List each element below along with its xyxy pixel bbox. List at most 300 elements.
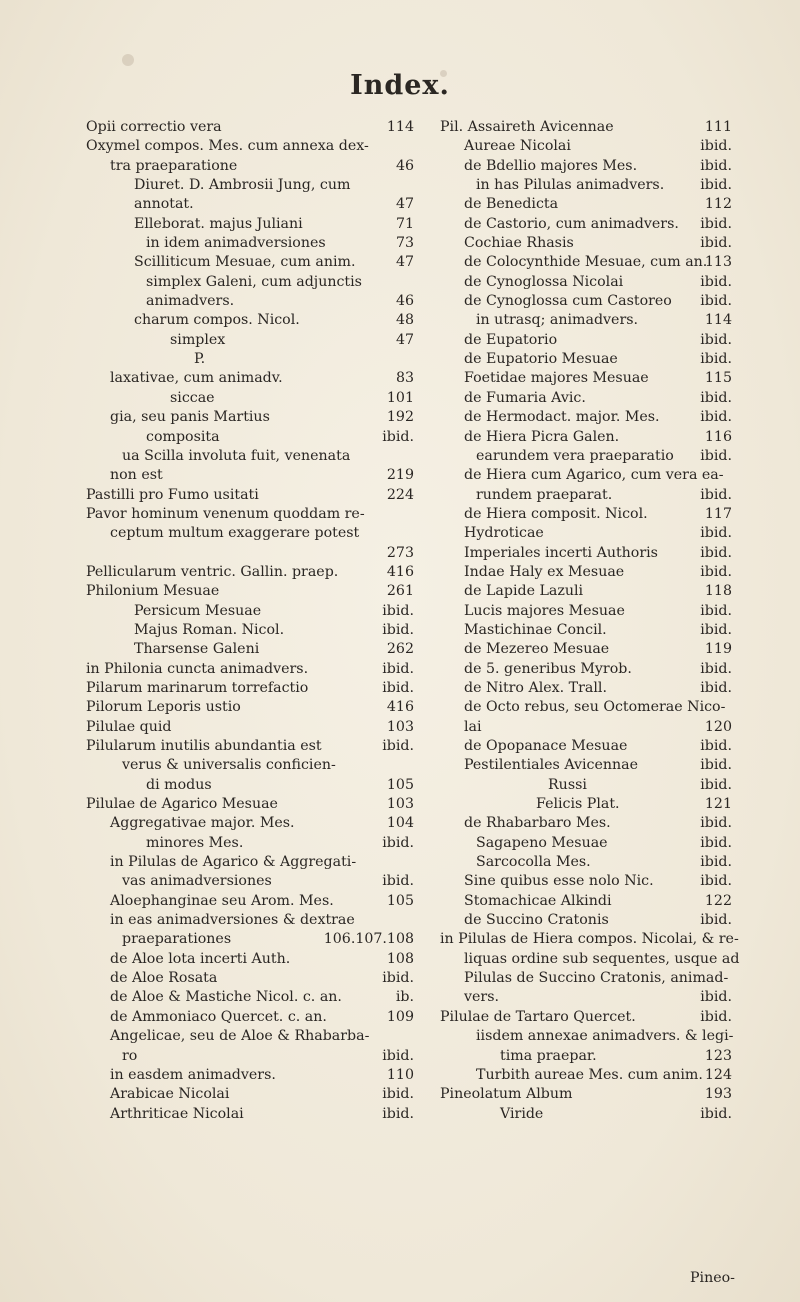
entry-text: Sagapeno Mesuae (476, 834, 608, 851)
entry-text: vers. (464, 989, 499, 1006)
entry-page-ref: 120 (704, 718, 732, 735)
entry-page-ref: 193 (704, 1086, 732, 1103)
entry-text: Elleborat. majus Juliani (134, 215, 303, 232)
index-entry (86, 930, 416, 949)
index-entry (440, 640, 740, 659)
index-entry (440, 969, 740, 988)
entry-page-ref: ibid. (700, 447, 732, 464)
entry-page-ref: ibid. (700, 738, 732, 754)
entry-page-ref: ibid. (382, 1047, 414, 1064)
entry-page-ref: ibid. (700, 660, 732, 677)
index-entry (440, 872, 740, 891)
index-entry (86, 273, 416, 292)
entry-text: de Mezereo Mesuae (464, 641, 610, 658)
entry-text: de Aloe Rosata (110, 970, 218, 987)
entry-text: de Nitro Alex. Trall. (464, 679, 607, 696)
entry-page-ref: 101 (386, 389, 414, 406)
entry-text: de Bdellio majores Mes. (464, 157, 638, 174)
entry-page-ref: 111 (704, 119, 732, 135)
entry-text: charum compos. Nicol. (134, 312, 300, 329)
index-entry (440, 602, 740, 621)
entry-text: verus & universalis conficien- (122, 757, 336, 774)
entry-text: in has Pilulas animadvers. (476, 177, 665, 194)
index-entry (86, 660, 416, 679)
entry-page-ref: ibid. (700, 563, 732, 580)
entry-text: ua Scilla involuta fuit, venenata (122, 447, 351, 464)
index-entry (440, 195, 740, 214)
entry-page-ref: 47 (395, 254, 414, 271)
ink-spot (122, 54, 134, 66)
entry-text: gia, seu panis Martius (110, 409, 270, 426)
entry-text: Pavor hominum venenum quoddam re- (86, 505, 365, 522)
index-entry (440, 930, 740, 949)
entry-text: siccae (170, 389, 215, 406)
index-entry (86, 814, 416, 833)
page-title: Index. (350, 70, 450, 101)
entry-text: Opii correctio vera (86, 119, 222, 135)
entry-text: de Opopanace Mesuae (464, 738, 628, 754)
entry-page-ref: 262 (386, 641, 414, 658)
index-entry (440, 176, 740, 195)
entry-text: de Aloe lota incerti Auth. (110, 950, 291, 967)
catchword: Pineo- (690, 1270, 735, 1286)
index-entry (86, 369, 416, 388)
index-entry (440, 776, 740, 795)
entry-text: Pilularum inutilis abundantia est (86, 738, 322, 754)
entry-page-ref: ibid. (382, 834, 414, 851)
entry-text: Sine quibus esse nolo Nic. (464, 873, 654, 890)
entry-page-ref: 122 (704, 892, 732, 909)
index-entry (86, 969, 416, 988)
index-entry (440, 834, 740, 853)
entry-text: de Hiera composit. Nicol. (464, 505, 648, 522)
index-entry (86, 447, 416, 466)
index-entry (440, 621, 740, 640)
entry-text: tra praeparatione (110, 157, 238, 174)
index-entry (86, 892, 416, 911)
entry-text: in Philonia cuncta animadvers. (86, 660, 309, 677)
entry-text: de Hermodact. major. Mes. (464, 409, 660, 426)
index-entry (440, 1008, 740, 1027)
entry-page-ref: ib. (395, 989, 414, 1006)
entry-text: Viride (500, 1105, 544, 1122)
entry-text: earundem vera praeparatio (476, 447, 674, 464)
entry-text: de 5. generibus Myrob. (464, 660, 632, 677)
entry-page-ref: ibid. (700, 757, 732, 774)
entry-text: Arthriticae Nicolai (110, 1105, 244, 1122)
entry-text: de Octo rebus, seu Octomerae Nico- (464, 699, 726, 716)
entry-text: minores Mes. (146, 834, 244, 851)
entry-page-ref: 117 (704, 505, 732, 522)
index-entry (86, 872, 416, 891)
entry-text: de Eupatorio Mesuae (464, 351, 618, 368)
entry-text: P. (194, 351, 206, 368)
entry-text: de Hiera cum Agarico, cum vera ea- (464, 467, 724, 484)
entry-text: non est (110, 467, 163, 484)
entry-page-ref: 261 (386, 583, 414, 600)
index-entry (86, 524, 416, 543)
entry-page-ref: ibid. (700, 409, 732, 426)
entry-text: Cochiae Rhasis (464, 235, 574, 252)
entry-text: de Cynoglossa cum Castoreo (464, 293, 672, 310)
index-entry (440, 273, 740, 292)
index-entry (86, 486, 416, 505)
entry-page-ref: ibid. (700, 157, 732, 174)
entry-page-ref: 119 (704, 641, 732, 658)
index-entry (86, 118, 416, 137)
index-entry (440, 408, 740, 427)
index-entry (440, 118, 740, 137)
entry-page-ref: ibid. (700, 293, 732, 310)
index-entry (440, 389, 740, 408)
entry-page-ref: ibid. (382, 873, 414, 890)
entry-text: Oxymel compos. Mes. cum annexa dex- (86, 138, 369, 155)
entry-page-ref: 83 (395, 370, 414, 387)
entry-page-ref: ibid. (700, 331, 732, 348)
index-entry (86, 988, 416, 1007)
index-entry (86, 1047, 416, 1066)
entry-text: composita (146, 428, 220, 445)
entry-text: Pilulas de Succino Cratonis, animad- (464, 970, 729, 987)
index-entry (440, 253, 740, 272)
entry-text: Pilarum marinarum torrefactio (86, 679, 309, 696)
index-entry (440, 814, 740, 833)
entry-page-ref: 121 (704, 796, 732, 813)
entry-text: Sarcocolla Mes. (476, 854, 591, 871)
entry-page-ref: 116 (704, 428, 732, 445)
index-entry (86, 1008, 416, 1027)
entry-page-ref: 273 (386, 544, 414, 561)
entry-text: in utrasq; animadvers. (476, 312, 639, 329)
entry-page-ref: ibid. (700, 525, 732, 542)
entry-page-ref: ibid. (382, 621, 414, 638)
entry-text: Pilulae de Agarico Mesuae (86, 796, 278, 813)
index-entry (440, 911, 740, 930)
entry-page-ref: ibid. (700, 544, 732, 561)
entry-text: Pilulae quid (86, 718, 172, 735)
entry-text: de Aloe & Mastiche Nicol. c. an. (110, 989, 342, 1006)
entry-text: Arabicae Nicolai (110, 1086, 230, 1103)
index-entry (440, 563, 740, 582)
index-entry (440, 215, 740, 234)
entry-page-ref: 114 (704, 312, 732, 329)
entry-text: Hydroticae (464, 525, 544, 542)
index-entry (440, 544, 740, 563)
entry-page-ref: ibid. (700, 602, 732, 619)
entry-text: Foetidae majores Mesuae (464, 370, 649, 387)
entry-page-ref: ibid. (700, 873, 732, 890)
entry-text: Diuret. D. Ambrosii Jung, cum (134, 177, 351, 194)
entry-page-ref: 110 (386, 1066, 414, 1083)
index-entry (86, 292, 416, 311)
entry-page-ref: ibid. (382, 679, 414, 696)
index-entry (440, 679, 740, 698)
index-entry (440, 718, 740, 737)
index-entry (440, 350, 740, 369)
index-entry (440, 756, 740, 775)
index-entry (86, 602, 416, 621)
entry-page-ref: 108 (386, 950, 414, 967)
ink-spot (440, 70, 447, 77)
entry-page-ref: 103 (386, 718, 414, 735)
entry-text: iisdem annexae animadvers. & legi- (476, 1028, 734, 1045)
entry-page-ref: ibid. (700, 389, 732, 406)
index-entry (86, 834, 416, 853)
index-entry (86, 582, 416, 601)
entry-text: ceptum multum exaggerare potest (110, 525, 360, 542)
entry-text: Aggregativae major. Mes. (110, 815, 295, 832)
entry-page-ref: ibid. (700, 1008, 732, 1025)
entry-page-ref: 48 (395, 312, 414, 329)
entry-page-ref: 123 (704, 1047, 732, 1064)
index-entry (86, 1085, 416, 1104)
index-entry (86, 253, 416, 272)
entry-page-ref: ibid. (700, 215, 732, 232)
entry-text: lai (464, 718, 482, 735)
entry-page-ref: 105 (386, 776, 414, 793)
entry-page-ref: ibid. (382, 1105, 414, 1122)
entry-text: Pellicularum ventric. Gallin. praep. (86, 563, 339, 580)
index-entry (440, 524, 740, 543)
entry-text: animadvers. (146, 293, 235, 310)
entry-page-ref: ibid. (700, 989, 732, 1006)
index-entry (440, 369, 740, 388)
index-entry (440, 157, 740, 176)
entry-text: praeparationes (122, 931, 232, 948)
entry-page-ref: 46 (395, 157, 414, 174)
entry-text: de Hiera Picra Galen. (464, 428, 620, 445)
entry-page-ref: 106.107.108 (323, 931, 414, 948)
index-entry (440, 853, 740, 872)
index-entry (440, 660, 740, 679)
entry-page-ref: 47 (395, 331, 414, 348)
index-entry (86, 795, 416, 814)
entry-page-ref: 219 (386, 467, 414, 484)
index-entry (440, 1047, 740, 1066)
entry-text: Mastichinae Concil. (464, 621, 607, 638)
entry-page-ref: 103 (386, 796, 414, 813)
entry-page-ref: 104 (386, 815, 414, 832)
entry-text: ro (122, 1047, 138, 1064)
entry-page-ref: ibid. (382, 738, 414, 754)
entry-page-ref: 112 (704, 196, 732, 213)
entry-text: Stomachicae Alkindi (464, 892, 612, 909)
entry-text: Tharsense Galeni (134, 641, 260, 658)
index-entry (440, 486, 740, 505)
index-entry (86, 853, 416, 872)
entry-page-ref: ibid. (382, 602, 414, 619)
entry-text: in eas animadversiones & dextrae (110, 912, 355, 929)
entry-text: Lucis majores Mesuae (464, 602, 625, 619)
index-entry (86, 737, 416, 756)
entry-text: Russi (548, 776, 587, 793)
index-entry (440, 292, 740, 311)
index-entry (86, 950, 416, 969)
entry-text: Aloephanginae seu Arom. Mes. (110, 892, 334, 909)
entry-page-ref: ibid. (700, 138, 732, 155)
entry-text: tima praepar. (500, 1047, 597, 1064)
index-entry (86, 215, 416, 234)
entry-text: de Lapide Lazuli (464, 583, 584, 600)
entry-text: de Succino Cratonis (464, 912, 609, 929)
index-entry (440, 698, 740, 717)
entry-page-ref: 47 (395, 196, 414, 213)
entry-text: Turbith aureae Mes. cum anim. (476, 1066, 703, 1083)
entry-page-ref: 73 (395, 235, 414, 252)
index-entry (440, 950, 740, 969)
entry-page-ref: 46 (395, 293, 414, 310)
index-entry (440, 988, 740, 1007)
index-entry (86, 544, 416, 563)
entry-text: de Cynoglossa Nicolai (464, 273, 624, 290)
index-entry (86, 311, 416, 330)
entry-text: Pestilentiales Avicennae (464, 757, 639, 774)
entry-page-ref: ibid. (700, 776, 732, 793)
entry-text: simplex Galeni, cum adjunctis (146, 273, 362, 290)
index-entry (86, 756, 416, 775)
index-column-left (86, 118, 416, 1124)
index-entry (440, 311, 740, 330)
entry-page-ref: 118 (704, 583, 732, 600)
index-entry (440, 795, 740, 814)
entry-text: Indae Haly ex Mesuae (464, 563, 625, 580)
index-entry (440, 447, 740, 466)
index-entry (440, 428, 740, 447)
entry-text: Majus Roman. Nicol. (134, 621, 285, 638)
index-entry (440, 466, 740, 485)
entry-page-ref: 71 (395, 215, 414, 232)
entry-page-ref: 416 (386, 699, 414, 716)
index-entry (440, 1085, 740, 1104)
index-entry (440, 234, 740, 253)
entry-text: de Benedicta (464, 196, 559, 213)
entry-page-ref: ibid. (700, 854, 732, 871)
entry-text: annotat. (134, 196, 194, 213)
entry-page-ref: ibid. (700, 486, 732, 503)
index-entry (86, 776, 416, 795)
entry-text: liquas ordine sub sequentes, usque ad (464, 950, 740, 967)
entry-page-ref: 115 (704, 370, 732, 387)
index-entry (86, 621, 416, 640)
entry-text: Felicis Plat. (536, 796, 620, 813)
entry-text: in Pilulas de Hiera compos. Nicolai, & re- (440, 931, 739, 948)
entry-text: de Eupatorio (464, 331, 558, 348)
index-entry (86, 679, 416, 698)
index-entry (440, 1027, 740, 1046)
entry-text: Imperiales incerti Authoris (464, 544, 658, 561)
index-entry (86, 350, 416, 369)
entry-text: de Colocynthide Mesuae, cum an. (464, 254, 708, 271)
entry-page-ref: ibid. (700, 679, 732, 696)
index-entry (86, 176, 416, 195)
entry-text: in idem animadversiones (146, 235, 326, 252)
index-entry (440, 505, 740, 524)
index-entry (440, 737, 740, 756)
index-entry (86, 408, 416, 427)
entry-text: Persicum Mesuae (134, 602, 262, 619)
entry-text: de Castorio, cum animadvers. (464, 215, 679, 232)
index-entry (86, 331, 416, 350)
entry-text: simplex (170, 331, 226, 348)
entry-page-ref: ibid. (382, 660, 414, 677)
index-entry (86, 1066, 416, 1085)
entry-page-ref: ibid. (700, 834, 732, 851)
entry-page-ref: ibid. (700, 621, 732, 638)
entry-page-ref: 124 (704, 1066, 732, 1083)
index-entry (440, 892, 740, 911)
index-entry (440, 1105, 740, 1124)
index-entry (86, 157, 416, 176)
entry-text: Pilulae de Tartaro Quercet. (440, 1008, 636, 1025)
entry-page-ref: ibid. (382, 1086, 414, 1103)
entry-page-ref: ibid. (700, 912, 732, 929)
entry-page-ref: ibid. (700, 235, 732, 252)
entry-text: Pastilli pro Fumo usitati (86, 486, 259, 503)
index-entry (86, 1105, 416, 1124)
entry-text: Angelicae, seu de Aloe & Rhabarba- (110, 1028, 370, 1045)
entry-text: di modus (146, 776, 212, 793)
index-entry (86, 1027, 416, 1046)
index-entry (440, 1066, 740, 1085)
index-column-right (440, 118, 740, 1124)
entry-page-ref: 109 (386, 1008, 414, 1025)
entry-text: Aureae Nicolai (464, 138, 571, 155)
entry-text: Philonium Mesuae (86, 583, 220, 600)
entry-text: in Pilulas de Agarico & Aggregati- (110, 854, 357, 871)
index-entry (440, 582, 740, 601)
entry-page-ref: 105 (386, 892, 414, 909)
entry-page-ref: 224 (386, 486, 414, 503)
index-entry (86, 698, 416, 717)
entry-text: de Fumaria Avic. (464, 389, 586, 406)
entry-text: in easdem animadvers. (110, 1066, 276, 1083)
entry-text: Scilliticum Mesuae, cum anim. (134, 254, 356, 271)
entry-page-ref: ibid. (700, 351, 732, 368)
index-entry (440, 331, 740, 350)
entry-page-ref: ibid. (382, 970, 414, 987)
entry-page-ref: 113 (704, 254, 732, 271)
index-entry (86, 137, 416, 156)
index-entry (86, 389, 416, 408)
index-entry (86, 234, 416, 253)
entry-page-ref: 114 (386, 119, 414, 135)
entry-text: Pilorum Leporis ustio (86, 699, 241, 716)
entry-text: vas animadversiones (122, 873, 272, 890)
entry-page-ref: 192 (386, 409, 414, 426)
index-entry (86, 911, 416, 930)
index-entry (86, 563, 416, 582)
index-entry (440, 137, 740, 156)
entry-text: de Rhabarbaro Mes. (464, 815, 611, 832)
entry-page-ref: ibid. (700, 273, 732, 290)
entry-page-ref: ibid. (700, 815, 732, 832)
index-entry (86, 428, 416, 447)
entry-page-ref: 416 (386, 563, 414, 580)
entry-text: rundem praeparat. (476, 486, 613, 503)
entry-text: Pineolatum Album (440, 1086, 573, 1103)
index-entry (86, 195, 416, 214)
index-entry (86, 718, 416, 737)
index-entry (86, 505, 416, 524)
entry-page-ref: ibid. (382, 428, 414, 445)
entry-text: de Ammoniaco Quercet. c. an. (110, 1008, 327, 1025)
entry-page-ref: ibid. (700, 177, 732, 194)
index-entry (86, 640, 416, 659)
index-entry (86, 466, 416, 485)
entry-text: laxativae, cum animadv. (110, 370, 283, 387)
entry-text: Pil. Assaireth Avicennae (440, 119, 614, 135)
entry-page-ref: ibid. (700, 1105, 732, 1122)
